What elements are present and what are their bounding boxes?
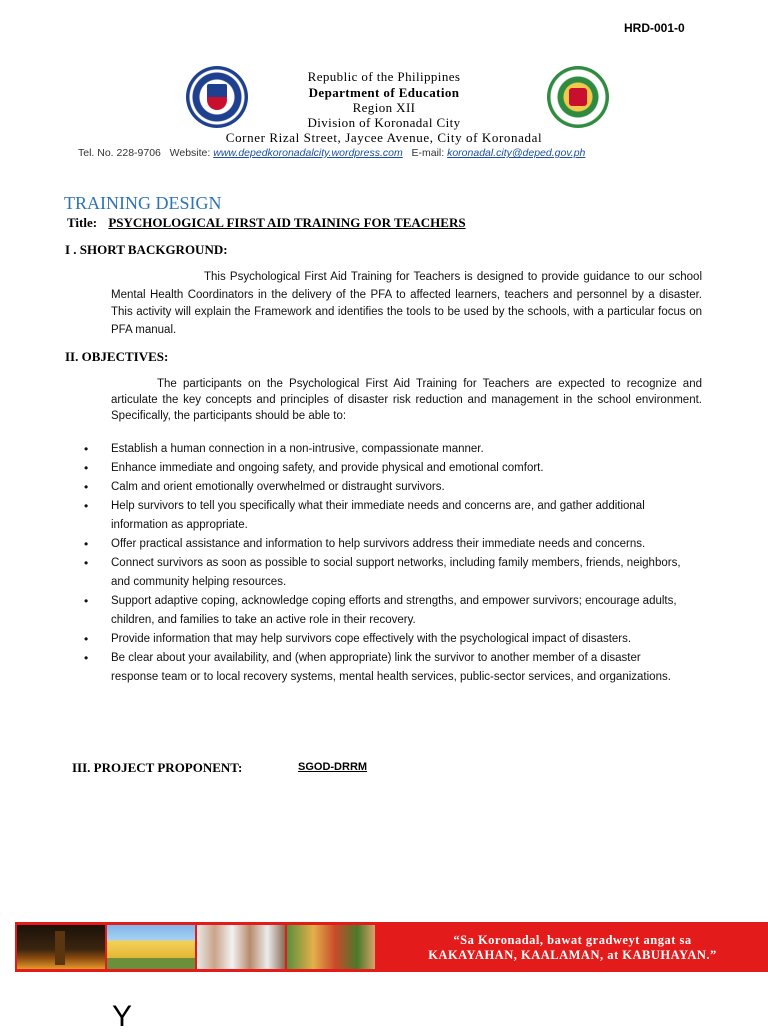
tel-number: Tel. No. 228-9706 — [78, 147, 161, 159]
bullet-icon: • — [84, 537, 89, 551]
bullet-icon: • — [84, 442, 89, 456]
bullet-icon: • — [84, 632, 89, 646]
email-label: E-mail: — [411, 147, 445, 159]
banner-quote-line1: “Sa Koronadal, bawat gradweyt angat sa — [453, 933, 692, 947]
list-item: • Establish a human connection in a non-intrusive, compassionate manner. — [84, 440, 684, 459]
title-label: Title: — [67, 215, 98, 230]
list-item: • Support adaptive coping, acknowledge coping efforts and strengths, and empower survivors; encourage adults, children, and families to take an active role in their recovery. — [84, 594, 677, 626]
students-photo — [197, 925, 285, 969]
list-item: • Help survivors to tell you specifically what their immediate needs and concerns are, and gather additional information as appropriate. — [84, 499, 645, 531]
list-item: • Connect survivors as soon as possible to social support networks, including family members, friends, neighbors, and community helping resources. — [84, 556, 681, 588]
bullet-icon: • — [84, 499, 89, 513]
document-code: HRD-001-0 — [624, 21, 685, 35]
bullet-icon: • — [84, 594, 89, 608]
banner-quote-line2: KAKAYAHAN, KAALAMAN, at KABUHAYAN.” — [428, 948, 717, 962]
list-item: • Enhance immediate and ongoing safety, and provide physical and emotional comfort. — [84, 459, 684, 478]
list-item: • Provide information that may help survivors cope effectively with the psychological impact of disasters. — [84, 630, 684, 649]
list-item: • Offer practical assistance and information to help survivors address their immediate needs and concerns. — [84, 535, 684, 554]
training-title: PSYCHOLOGICAL FIRST AID TRAINING FOR TEACHERS — [108, 215, 466, 230]
monument-photo — [17, 925, 105, 969]
bullet-icon: • — [84, 651, 89, 665]
header-region: Region XII — [352, 100, 416, 115]
objectives-heading: II. OBJECTIVES: — [65, 349, 169, 364]
background-heading: I . SHORT BACKGROUND: — [65, 242, 228, 257]
list-item: • Be clear about your availability, and (when appropriate) link the survivor to another member of a disaster response team or to local recovery systems, mental health services, public-sector services, and organizations. — [84, 651, 671, 683]
contact-line — [78, 147, 585, 159]
proponent-heading: III. PROJECT PROPONENT: — [72, 760, 243, 775]
footer-banner — [15, 922, 768, 972]
banner-photos — [17, 925, 375, 969]
list-item: • Calm and orient emotionally overwhelmed or distraught survivors. — [84, 478, 684, 497]
header-country: Republic of the Philippines — [307, 69, 461, 84]
bullet-icon: • — [84, 461, 89, 475]
website-label: Website: — [169, 147, 211, 159]
proponent-value: SGOD-DRRM — [298, 761, 368, 773]
header-address: Corner Rizal Street, Jaycee Avenue, City of Koronadal — [225, 130, 543, 145]
objectives-paragraph: The participants on the Psychological First Aid Training for Teachers are expected to recognize and articulate the key concepts and principles of disaster risk reduction and management in the school environment. Specifically, the participants should be able to: — [111, 378, 702, 422]
bullet-icon: • — [84, 480, 89, 494]
title-row — [67, 215, 466, 231]
background-paragraph: This Psychological First Aid Training for Teachers is designed to provide guidance to our school Mental Health Coordinators in the delivery of the PFA to affected learners, teachers and personnel by a disaster. This activity will explain the Framework and identifies the tools to be used by the schools, with a particular focus on PFA manual. — [111, 271, 702, 336]
objectives-list — [84, 440, 684, 687]
stray-character: Y — [112, 1000, 133, 1033]
email-link[interactable]: koronadal.city@deped.gov.ph — [447, 147, 586, 159]
building-photo — [107, 925, 195, 969]
header-division: Division of Koronadal City — [307, 115, 461, 130]
header-department: Department of Education — [308, 85, 460, 100]
bullet-icon: • — [84, 556, 89, 570]
training-design-heading: TRAINING DESIGN — [64, 193, 222, 213]
website-link[interactable]: www.depedkoronadalcity.wordpress.com — [213, 147, 403, 159]
banner-quote — [400, 933, 745, 963]
activity-photo — [287, 925, 375, 969]
